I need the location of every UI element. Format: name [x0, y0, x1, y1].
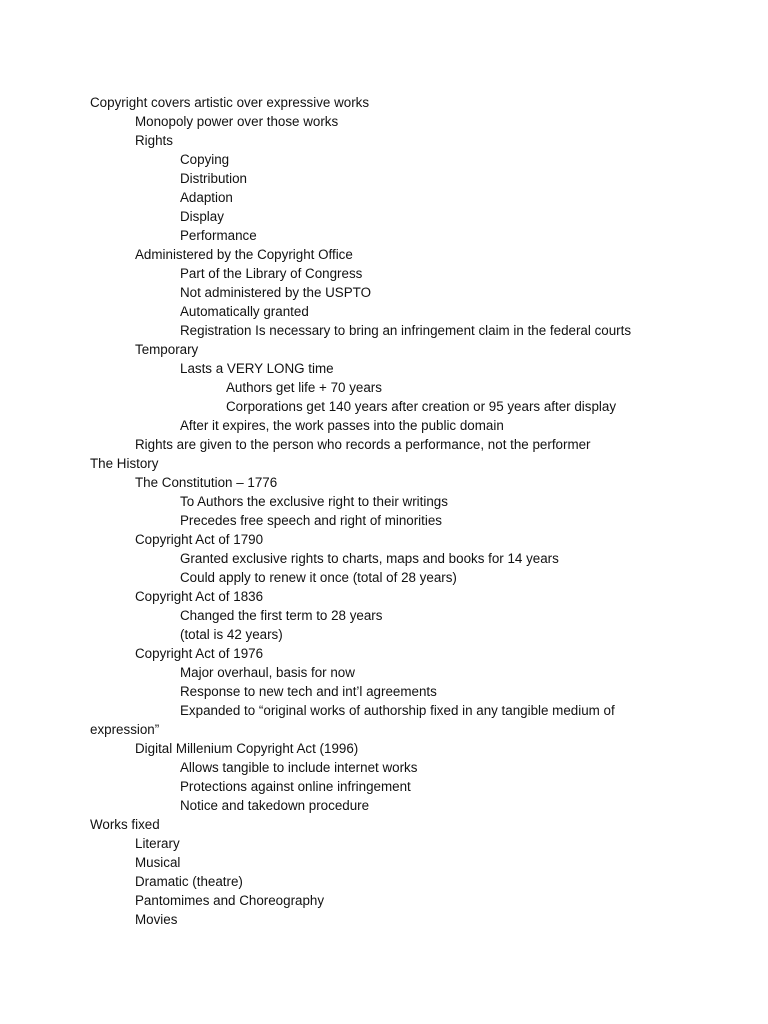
outline-line-level-2: Lasts a VERY LONG time: [180, 361, 334, 376]
outline-line-level-2: Registration Is necessary to bring an infringement claim in the federal courts: [180, 323, 632, 338]
outline-line-level-3: Corporations get 140 years after creation or 95 years after display: [226, 399, 617, 414]
outline-line-level-1: Rights are given to the person who records a performance, not the performer: [135, 437, 591, 452]
outline-line-level-2: Not administered by the USPTO: [180, 285, 372, 300]
outline-line-level-1: Rights: [135, 133, 173, 148]
outline-line-level-1: Copyright Act of 1836: [135, 589, 264, 604]
outline-line-level-2: Response to new tech and int’l agreements: [180, 684, 437, 699]
outline-line-level-2: Part of the Library of Congress: [180, 266, 363, 281]
outline-line-level-1: Dramatic (theatre): [135, 874, 243, 889]
outline-line-level-2: Changed the first term to 28 years: [180, 608, 383, 623]
outline-line-level-2: (total is 42 years): [180, 627, 283, 642]
outline-line-level-2: Automatically granted: [180, 304, 309, 319]
outline-line-level-2: Distribution: [180, 171, 247, 186]
outline-line-level-1: Movies: [135, 912, 178, 927]
outline-line-level-2: Could apply to renew it once (total of 28 years): [180, 570, 457, 585]
outline-line-level-2: Precedes free speech and right of minorities: [180, 513, 443, 528]
outline-line-level-0: Copyright covers artistic over expressive works: [90, 95, 370, 110]
outline-line-level-2: Performance: [180, 228, 257, 243]
outline-list: [90, 93, 650, 929]
outline-line-level-0: Works fixed: [90, 817, 160, 832]
outline-line-level-1: Monopoly power over those works: [135, 114, 339, 129]
outline-line-level-2: Notice and takedown procedure: [180, 798, 370, 813]
outline-line-level-2: Major overhaul, basis for now: [180, 665, 355, 680]
outline-line-level-2: Display: [180, 209, 224, 224]
outline-line-level-1: Musical: [135, 855, 181, 870]
outline-line-level-1: Copyright Act of 1976: [135, 646, 264, 661]
outline-line-level-2: Adaption: [180, 190, 233, 205]
outline-line-level-1: Copyright Act of 1790: [135, 532, 264, 547]
outline-line-level-1: Administered by the Copyright Office: [135, 247, 353, 262]
outline-line-level-2: To Authors the exclusive right to their writings: [180, 494, 448, 509]
outline-line-level-2: Granted exclusive rights to charts, maps and books for 14 years: [180, 551, 559, 566]
outline-line-level-2: After it expires, the work passes into the public domain: [180, 418, 504, 433]
outline-line-level-1: Literary: [135, 836, 180, 851]
outline-line-level-0: The History: [90, 456, 159, 471]
outline-line-level-2: Copying: [180, 152, 230, 167]
outline-line-level-1: Digital Millenium Copyright Act (1996): [135, 741, 359, 756]
outline-line-level-1: The Constitution – 1776: [135, 475, 278, 490]
outline-line-level-2: Protections against online infringement: [180, 779, 411, 794]
outline-line-level-2: Allows tangible to include internet works: [180, 760, 418, 775]
outline-line-level-1: Temporary: [135, 342, 199, 357]
outline-line-level-1: Pantomimes and Choreography: [135, 893, 325, 908]
outline-line-level-3: Authors get life + 70 years: [226, 380, 382, 395]
outline-line-level-2: Expanded to “original works of authorship fixed in any tangible medium of expression”: [90, 703, 615, 737]
